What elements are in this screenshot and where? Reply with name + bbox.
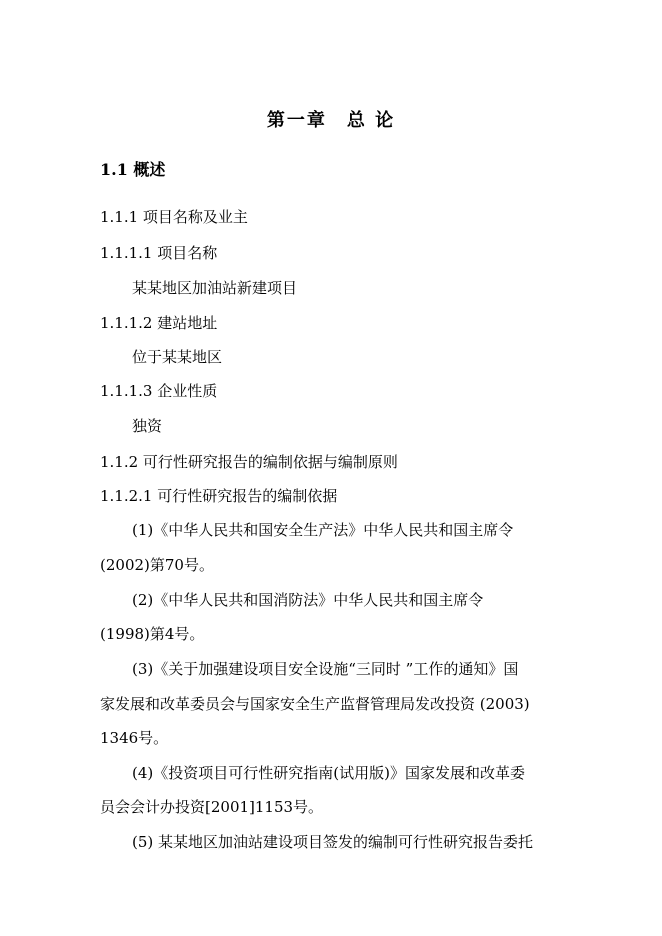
section-heading-1-1-2: 1.1.2 可行性研究报告的编制依据与编制原则: [100, 453, 398, 471]
basis-item-5-line-1: (5) 某某地区加油站建设项目签发的编制可行性研究报告委托: [132, 833, 534, 851]
chapter-title: 第一章 总 论: [266, 110, 396, 131]
site-address-text: 位于某某地区: [132, 348, 223, 366]
basis-item-1-line-1: (1)《中华人民共和国安全生产法》中华人民共和国主席令: [132, 521, 514, 539]
basis-item-2-line-2: (1998)第4号。: [100, 625, 205, 643]
section-heading-1-1-1-2: 1.1.1.2 建站地址: [100, 314, 218, 332]
project-name-text: 某某地区加油站新建项目: [132, 279, 298, 297]
basis-item-3-line-2: 家发展和改革委员会与国家安全生产监督管理局发改投资 (2003): [100, 695, 530, 713]
enterprise-nature-text: 独资: [132, 417, 163, 435]
section-heading-1-1-1-1: 1.1.1.1 项目名称: [100, 244, 218, 262]
section-heading-1-1: 1.1 概述: [100, 160, 166, 179]
section-heading-1-1-2-1: 1.1.2.1 可行性研究报告的编制依据: [100, 487, 338, 505]
basis-item-4-line-1: (4)《投资项目可行性研究指南(试用版)》国家发展和改革委: [132, 764, 525, 782]
section-heading-1-1-1: 1.1.1 项目名称及业主: [100, 208, 248, 226]
basis-item-1-line-2: (2002)第70号。: [100, 556, 214, 574]
section-heading-1-1-1-3: 1.1.1.3 企业性质: [100, 382, 218, 400]
basis-item-3-line-1: (3)《关于加强建设项目安全设施“三同时 ”工作的通知》国: [132, 660, 519, 678]
basis-item-4-line-2: 员会会计办投资[2001]1153号。: [100, 798, 324, 816]
basis-item-2-line-1: (2)《中华人民共和国消防法》中华人民共和国主席令: [132, 591, 484, 609]
basis-item-3-line-3: 1346号。: [100, 729, 169, 747]
